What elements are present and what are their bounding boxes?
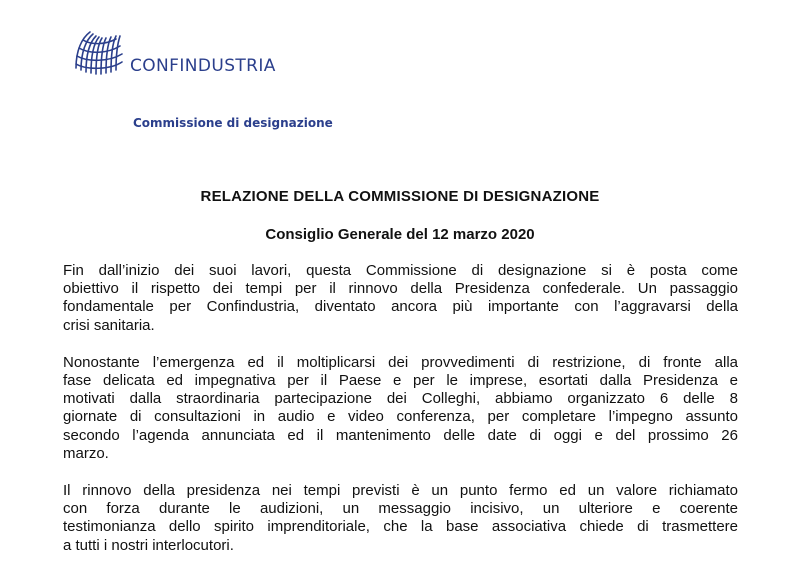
paragraph-line: marzo. [63, 444, 109, 462]
document-body [63, 262, 738, 574]
paragraph-line: fase delicata ed impegnativa per il Paese e per le imprese, esortati dalla Presidenza e [63, 372, 738, 390]
paragraph-line: con forza durante le audizioni, un messaggio incisivo, un ulteriore e coerente [63, 500, 738, 518]
paragraph-line: giornate di consultazioni in audio e video conferenza, per completare l’impegno assunto [63, 408, 738, 426]
document-title: RELAZIONE DELLA COMMISSIONE DI DESIGNAZIONE [200, 188, 600, 205]
paragraph-line: Il rinnovo della presidenza nei tempi previsti è un punto fermo ed un valore richiamato [63, 482, 738, 500]
paragraph-line: a tutti i nostri interlocutori. [63, 536, 234, 554]
paragraph-line: secondo l’agenda annunciata ed il mantenimento delle date di oggi e del prossimo 26 [63, 426, 738, 444]
confindustria-logo [72, 24, 282, 84]
paragraph-line: obiettivo il rispetto dei tempi per il rinnovo della Presidenza confederale. Un passaggio [63, 280, 738, 298]
paragraph-2 [63, 354, 738, 463]
paragraph-3 [63, 482, 738, 555]
paragraph-line: testimonianza dello spirito imprenditoriale, che la base associativa chiede di trasmettere [63, 518, 738, 536]
paragraph-line: Nonostante l’emergenza ed il moltiplicarsi dei provvedimenti di restrizione, di fronte alla [63, 353, 738, 371]
committee-label: Commissione di designazione [133, 116, 333, 130]
confindustria-emblem-icon [72, 24, 126, 80]
paragraph-line: crisi sanitaria. [63, 316, 155, 334]
paragraph-1 [63, 262, 738, 335]
paragraph-line: motivati dalla straordinaria partecipazione dei Colleghi, abbiamo organizzato 6 delle 8 [63, 390, 738, 408]
logo-text: CONFINDUSTRIA [130, 56, 276, 76]
document-subtitle: Consiglio Generale del 12 marzo 2020 [265, 226, 535, 243]
paragraph-line: Fin dall’inizio dei suoi lavori, questa Commissione di designazione si è posta come [63, 262, 738, 279]
paragraph-line: fondamentale per Confindustria, diventato ancora più importante con l’aggravarsi della [63, 298, 738, 316]
